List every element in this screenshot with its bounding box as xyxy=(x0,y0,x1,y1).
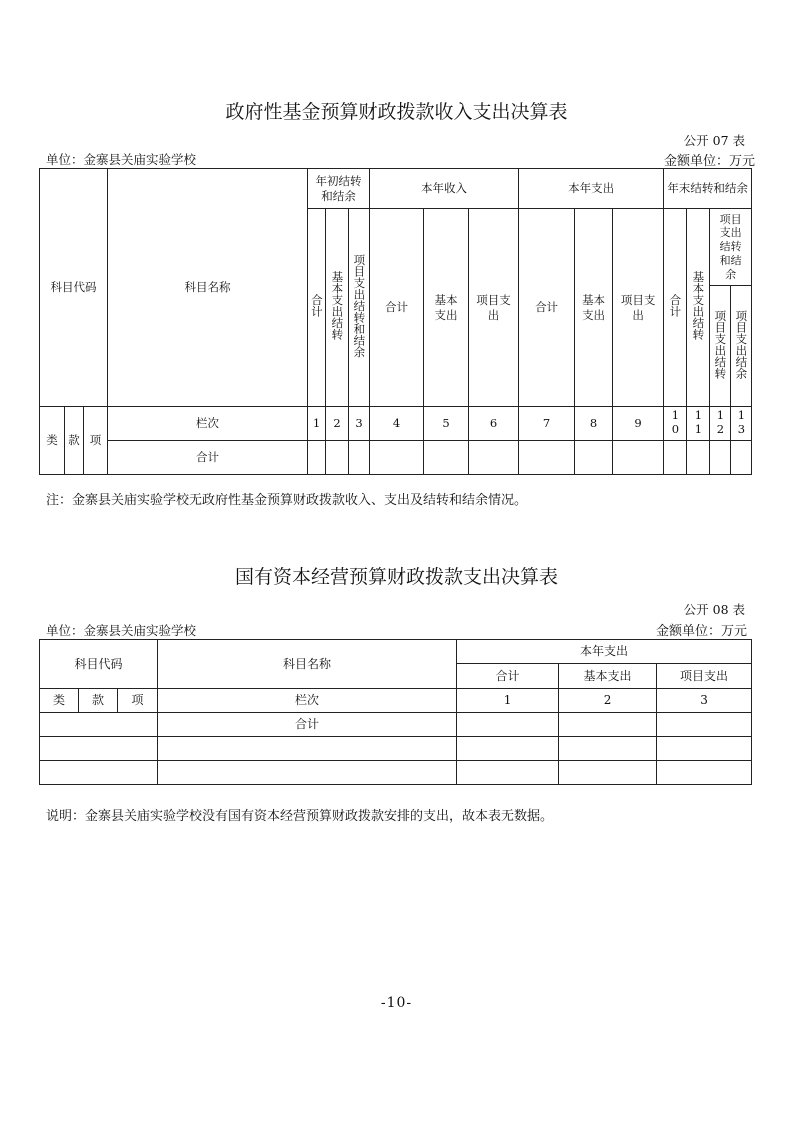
table1-unit: 单位：金寨县关庙实验学校 xyxy=(46,152,197,167)
t2-empty-cell xyxy=(158,737,457,761)
page-number: -10- xyxy=(380,995,413,1011)
col-no-5: 5 xyxy=(424,407,469,441)
t2-label-column-no: 栏次 xyxy=(158,689,457,713)
col-no-3: 3 xyxy=(349,407,370,441)
sum-cell xyxy=(575,441,613,475)
col-no-11: 11 xyxy=(687,407,710,441)
t2-header-total: 合计 xyxy=(457,664,559,689)
header-end-basic-carry: 基本支出结转 xyxy=(687,209,710,407)
header-end-project-carry: 项目支出结转 xyxy=(710,286,731,407)
header-expense-group: 本年支出 xyxy=(519,169,664,209)
header-begin-total: 合计 xyxy=(308,209,326,407)
header-expense-basic: 基本支出 xyxy=(575,209,613,407)
label-column-no: 栏次 xyxy=(108,407,308,441)
t2-header-code: 科目代码 xyxy=(40,640,158,689)
col-no-12: 12 xyxy=(710,407,731,441)
label-item: 项 xyxy=(84,407,108,475)
t2-header-basic: 基本支出 xyxy=(559,664,657,689)
sum-cell xyxy=(349,441,370,475)
t2-empty-cell xyxy=(657,713,752,737)
col-no-2: 2 xyxy=(326,407,349,441)
sum-cell xyxy=(519,441,575,475)
sum-cell xyxy=(664,441,687,475)
header-end-group: 年末结转和结余 xyxy=(664,169,752,209)
label-sum: 合计 xyxy=(108,441,308,475)
t2-empty-cell xyxy=(40,713,158,737)
table2-unit: 单位：金寨县关庙实验学校 xyxy=(46,623,197,638)
table1-amount-unit: 金额单位：万元 xyxy=(663,154,755,169)
t2-col-no-2: 2 xyxy=(559,689,657,713)
header-end-project-group: 项目支出结转和结余 xyxy=(710,209,752,286)
table2-amount-unit: 金额单位：万元 xyxy=(655,624,747,639)
t2-empty-cell xyxy=(657,737,752,761)
t2-empty-cell xyxy=(559,713,657,737)
t2-col-no-3: 3 xyxy=(657,689,752,713)
header-name: 科目名称 xyxy=(108,169,308,407)
header-income-total: 合计 xyxy=(370,209,424,407)
header-begin-project-carry: 项目支出结转和结余 xyxy=(349,209,370,407)
t2-empty-cell xyxy=(158,761,457,785)
header-begin-group: 年初结转和结余 xyxy=(308,169,370,209)
sum-cell xyxy=(710,441,731,475)
col-no-1: 1 xyxy=(308,407,326,441)
label-kuan: 款 xyxy=(65,407,84,475)
sum-cell xyxy=(687,441,710,475)
t2-label-sum: 合计 xyxy=(158,713,457,737)
t2-empty-cell xyxy=(457,737,559,761)
table1-title: 政府性基金预算财政拨款收入支出决算表 xyxy=(225,101,568,123)
sum-cell xyxy=(308,441,326,475)
table1-number: 公开 07 表 xyxy=(683,133,745,148)
label-class: 类 xyxy=(40,407,65,475)
header-end-project-surplus: 项目支出结余 xyxy=(731,286,752,407)
header-end-total: 合计 xyxy=(664,209,687,407)
sum-cell xyxy=(613,441,664,475)
header-income-group: 本年收入 xyxy=(370,169,519,209)
state-capital-table xyxy=(39,639,752,785)
t2-header-name: 科目名称 xyxy=(158,640,457,689)
header-income-project: 项目支出 xyxy=(469,209,519,407)
sum-cell xyxy=(731,441,752,475)
govfund-table xyxy=(39,168,752,475)
col-no-13: 13 xyxy=(731,407,752,441)
t2-empty-cell xyxy=(40,737,158,761)
col-no-8: 8 xyxy=(575,407,613,441)
table1-note: 注：金寨县关庙实验学校无政府性基金预算财政拨款收入、支出及结转和结余情况。 xyxy=(46,493,528,508)
t2-label-class: 类 xyxy=(40,689,79,713)
col-no-4: 4 xyxy=(370,407,424,441)
t2-empty-cell xyxy=(559,737,657,761)
t2-empty-cell xyxy=(40,761,158,785)
sum-cell xyxy=(326,441,349,475)
col-no-9: 9 xyxy=(613,407,664,441)
t2-empty-cell xyxy=(457,713,559,737)
col-no-10: 10 xyxy=(664,407,687,441)
t2-header-expense-group: 本年支出 xyxy=(457,640,752,664)
col-no-6: 6 xyxy=(469,407,519,441)
t2-label-item: 项 xyxy=(118,689,158,713)
sum-cell xyxy=(424,441,469,475)
col-no-7: 7 xyxy=(519,407,575,441)
sum-cell xyxy=(469,441,519,475)
table2-number: 公开 08 表 xyxy=(683,602,745,617)
header-expense-project: 项目支出 xyxy=(613,209,664,407)
t2-col-no-1: 1 xyxy=(457,689,559,713)
header-code: 科目代码 xyxy=(40,169,108,407)
table2-note: 说明：金寨县关庙实验学校没有国有资本经营预算财政拨款安排的支出，故本表无数据。 xyxy=(46,809,554,824)
header-income-basic: 基本支出 xyxy=(424,209,469,407)
t2-empty-cell xyxy=(559,761,657,785)
t2-label-kuan: 款 xyxy=(79,689,118,713)
t2-header-project: 项目支出 xyxy=(657,664,752,689)
t2-empty-cell xyxy=(457,761,559,785)
t2-empty-cell xyxy=(657,761,752,785)
header-begin-basic-carry: 基本支出结转 xyxy=(326,209,349,407)
sum-cell xyxy=(370,441,424,475)
header-expense-total: 合计 xyxy=(519,209,575,407)
table2-title: 国有资本经营预算财政拨款支出决算表 xyxy=(234,566,558,588)
